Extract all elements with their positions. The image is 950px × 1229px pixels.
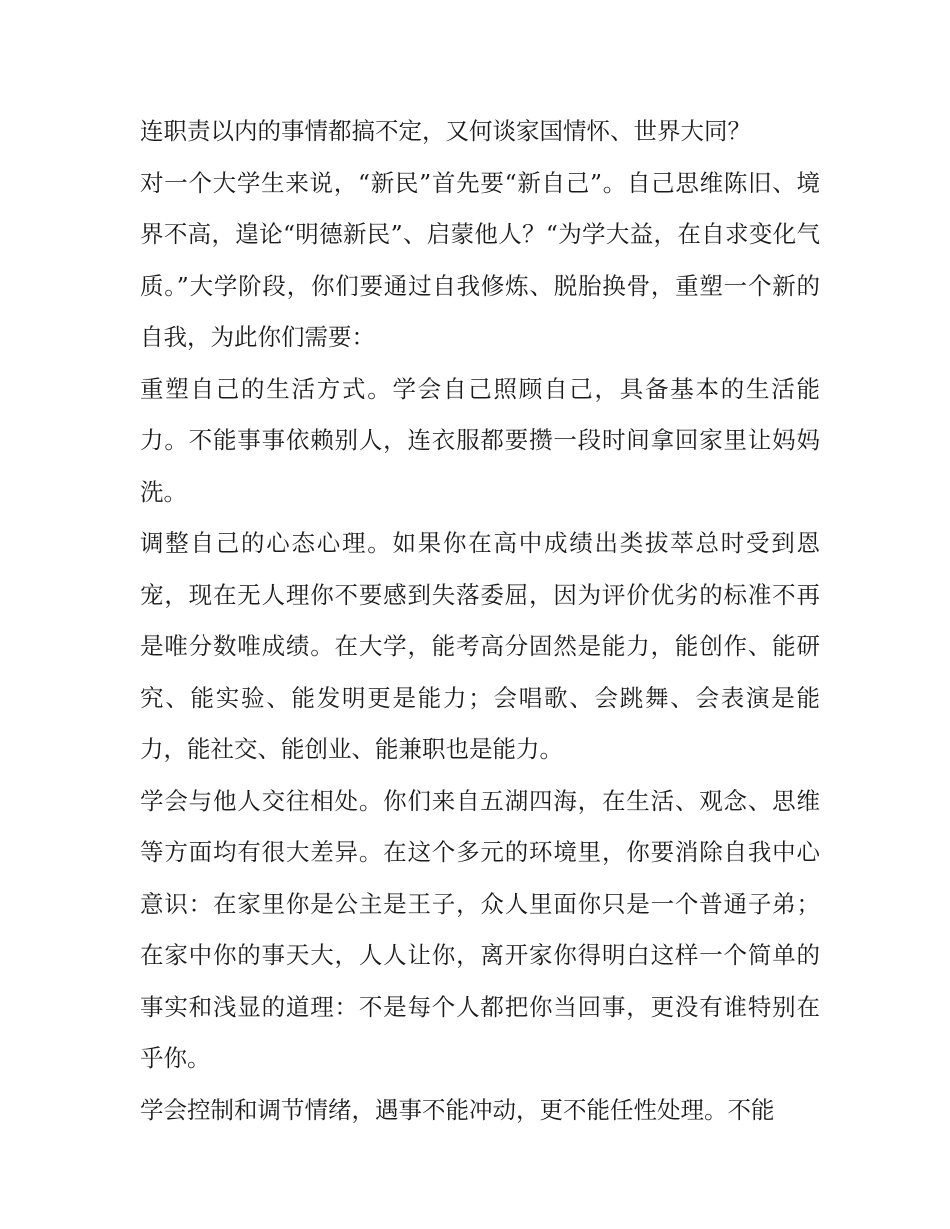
- paragraph-3: 重塑自己的生活方式。学会自己照顾自己，具备基本的生活能力。不能事事依赖别人，连衣服都要攒一段时间拿回家里让妈妈洗。: [140, 374, 820, 506]
- paragraph-5: 学会与他人交往相处。你们来自五湖四海，在生活、观念、思维等方面均有很大差异。在这个多元的环境里，你要消除自我中心意识：在家里你是公主是王子，众人里面你只是一个普通子弟；在家中你的事天大，人人让你，离开家你得明白这样一个简单的事实和浅显的道理：不是每个人都把你当回事，更没有谁特别在乎你。: [140, 786, 820, 1072]
- paragraph-6: 学会控制和调节情绪，遇事不能冲动，更不能任性处理。不能: [140, 1095, 775, 1124]
- paragraph-1: 连职责以内的事情都搞不定，又何谈家国情怀、世界大同？: [140, 117, 751, 145]
- paragraph-2: 对一个大学生来说，“新民”首先要“新自己”。自己思维陈旧、境界不高，遑论“明德新民”、启蒙他人？“为学大益，在自求变化气质。”大学阶段，你们要通过自我修炼、脱胎换骨，重塑一个新的自我，为此你们需要：: [140, 168, 820, 351]
- body-text: [140, 106, 820, 1136]
- paragraph-4: 调整自己的心态心理。如果你在高中成绩出类拔萃总时受到恩宠，现在无人理你不要感到失落委屈，因为评价优劣的标准不再是唯分数唯成绩。在大学，能考高分固然是能力，能创作、能研究、能实验、能发明更是能力；会唱歌、会跳舞、会表演是能力，能社交、能创业、能兼职也是能力。: [140, 529, 820, 763]
